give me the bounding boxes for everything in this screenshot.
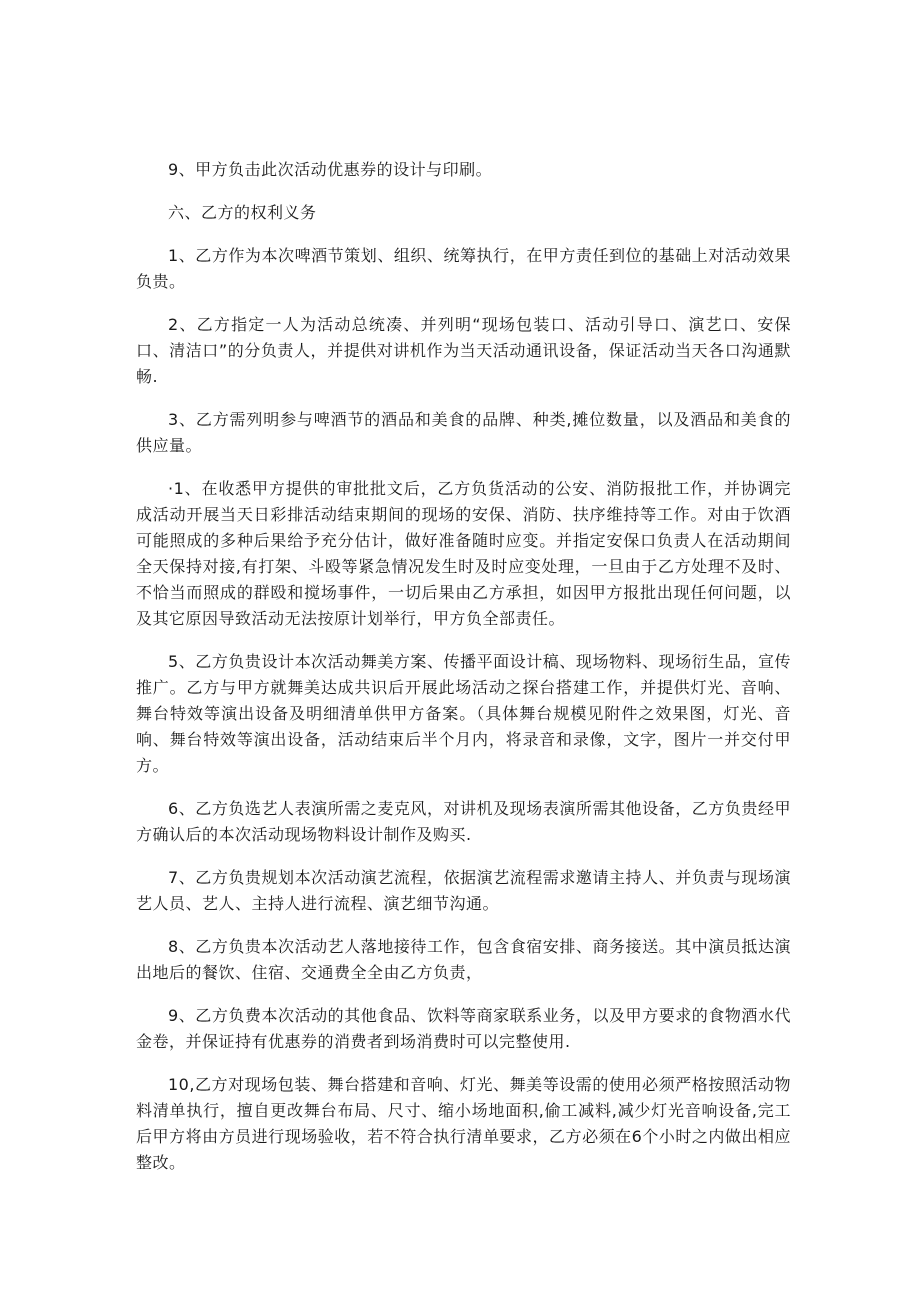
paragraph-yi-4: ·1、在收悉甲方提供的审批批文后，乙方负货活动的公安、消防报批工作，并协调完成活动开展当天日彩排活动结束期间的现场的安保、消防、扶序维持等工作。对由于饮酒可能照成的多种后果给予充分估计，做好准备随时应变。并指定安保口负责人在活动期间全天保持对接,有打架、斗殴等紧急情况发生时及时应变处理，一旦由于乙方处理不及时、不恰当而照成的群殴和搅场事件，一切后果由乙方承担，如因甲方报批出现任何问题，以及其它原因导致活动无法按原计划举行，甲方负全部责任。 [136,479,791,628]
section-heading-yi-rights: 六、乙方的权利义务 [168,203,317,222]
paragraph-9-jia: 9、甲方负击此次活动优惠券的设计与印刷。 [168,160,493,179]
paragraph-yi-6: 6、乙方负选艺人表演所需之麦克风，对讲机及现场表演所需其他设备，乙方负贵经甲方确认后的本次活动现场物料设计制作及购买. [136,799,791,844]
paragraph-yi-8: 8、乙方负贵本次活动艺人落地接待工作，包含食宿安排、商务接送。其中演员抵达演出地后的餐饮、住宿、交通费全全由乙方负责， [136,937,791,982]
paragraph-yi-3: 3、乙方需列明参与啤酒节的酒品和美食的品牌、种类,摊位数量，以及酒品和美食的供应量。 [136,410,791,455]
paragraph-yi-2: 2、乙方指定一人为活动总统凑、并列明“现场包装口、活动引导口、演艺口、安保口、清洁口”的分负责人，并提供对讲机作为当天活动通讯设备，保证活动当天各口沟通默畅. [136,315,791,386]
paragraph-yi-7: 7、乙方负贵规划本次活动演艺流程，依据演艺流程需求邀请主持人、并负责与现场演艺人员、艺人、主持人进行流程、演艺细节沟通。 [136,868,791,913]
document-body [136,157,791,1193]
paragraph-yi-9: 9、乙方负费本次活动的其他食品、饮料等商家联系业务，以及甲方要求的食物酒水代金卷，并保证持有优惠券的消费者到场消费时可以完整使用. [136,1006,791,1051]
paragraph-yi-5: 5、乙方负贵设计本次活动舞美方案、传播平面设计稿、现场物料、现场衍生品，宣传推广。乙方与甲方就舞美达成共识后开展此场活动之探台搭建工作，并提供灯光、音响、舞台特效等演出设备及明细清单供甲方备案。（具体舞台规模见附件之效果图，灯光、音响、舞台特效等演出设备，活动结束后半个月内，将录音和录像，文字，图片一并交付甲方。 [136,652,791,775]
paragraph-yi-10: 10,乙方对现场包装、舞台搭建和音响、灯光、舞美等设需的使用必须严格按照活动物料清单执行，擅自更改舞台布局、尺寸、缩小场地面积,偷工减料,减少灯光音响设备,完工后甲方将由方员进行现场验收，若不符合执行清单要求，乙方必须在6个小时之内做出相应整改。 [136,1075,791,1172]
paragraph-yi-1: 1、乙方作为本次啤酒节策划、组织、统筹执行，在甲方责任到位的基础上对活动效果负贵。 [136,246,791,291]
